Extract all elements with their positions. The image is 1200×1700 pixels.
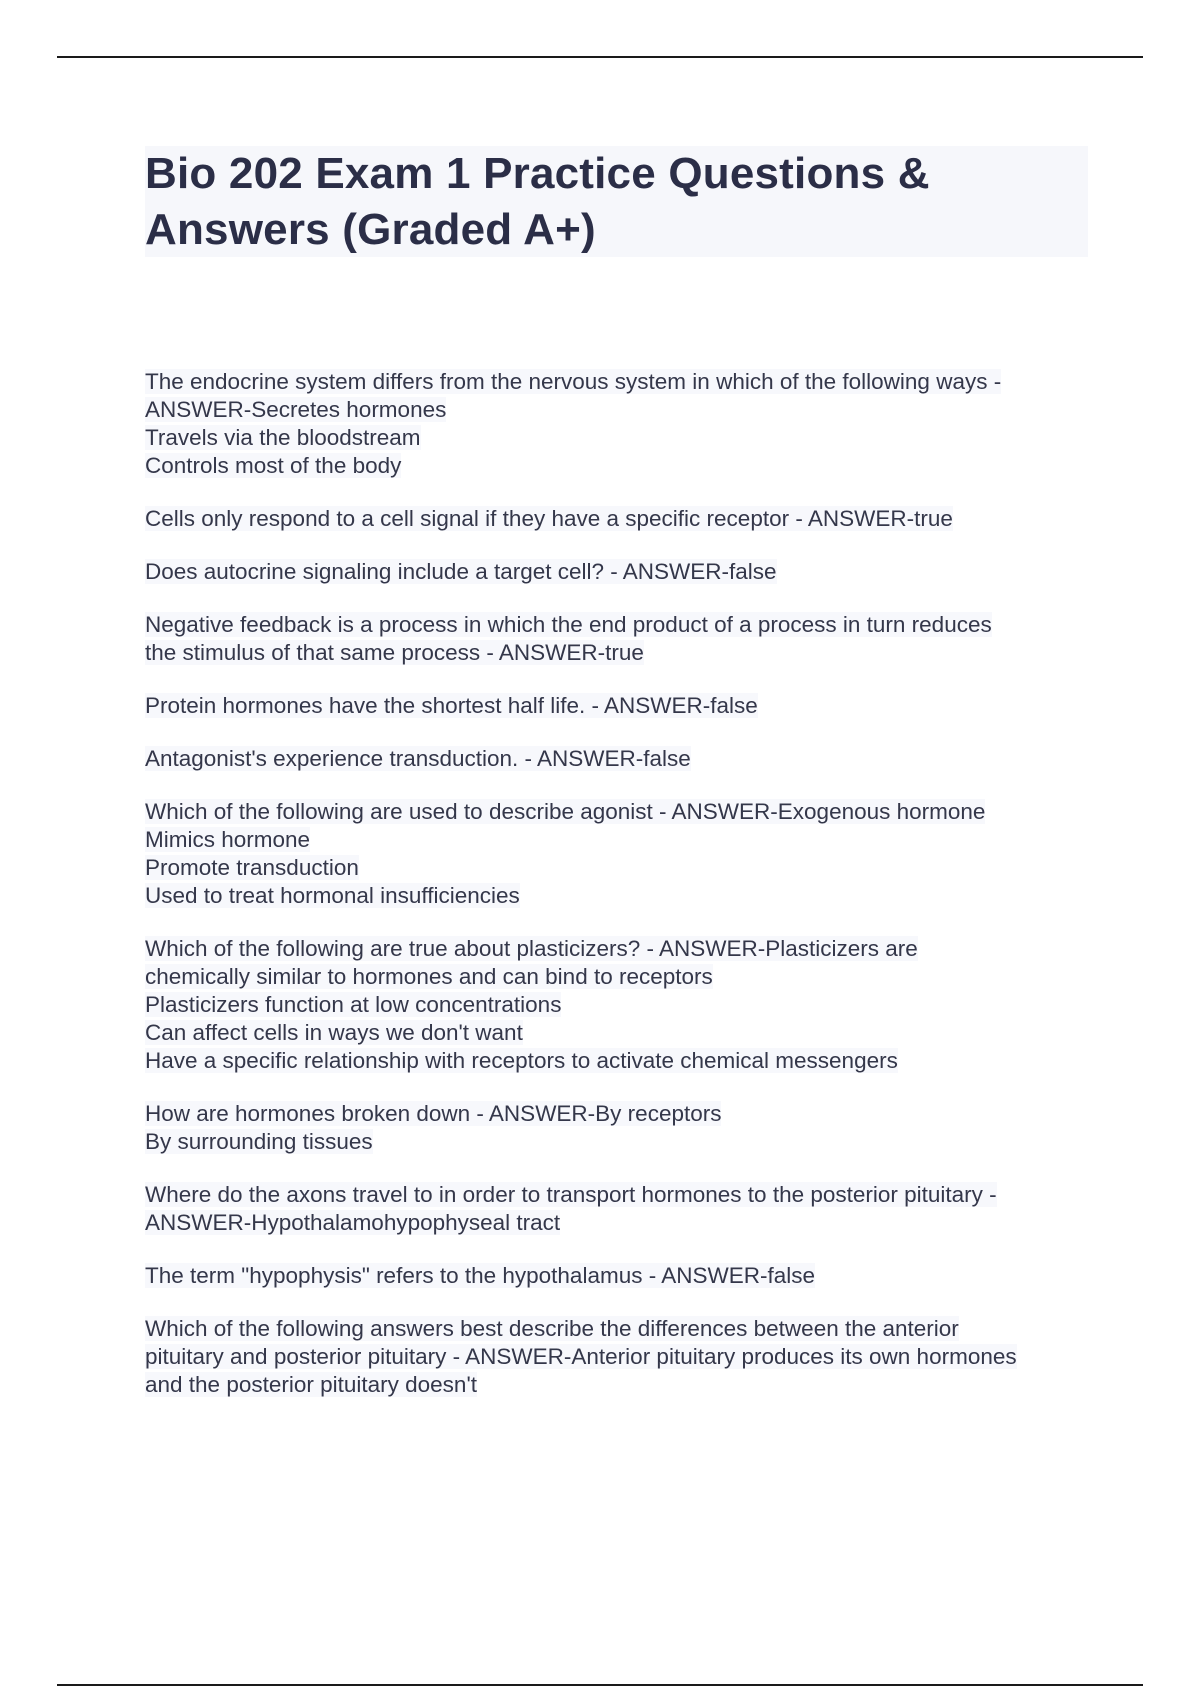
- qa-item: [145, 611, 1105, 667]
- title-line: Answers (Graded A+): [145, 205, 596, 254]
- qa-line-text: Which of the following are used to describe agonist - ANSWER-Exogenous hormone: [145, 799, 986, 824]
- qa-line-text: Plasticizers function at low concentrations: [145, 992, 562, 1017]
- qa-line: [145, 798, 1105, 826]
- qa-line: [145, 1128, 1105, 1156]
- qa-line: [145, 1371, 1105, 1399]
- qa-list: [145, 368, 1105, 1424]
- qa-line: [145, 692, 1105, 720]
- qa-line: [145, 424, 1105, 452]
- qa-line-text: Antagonist's experience transduction. - ANSWER-false: [145, 746, 691, 771]
- qa-item: [145, 368, 1105, 480]
- qa-line: [145, 1343, 1105, 1371]
- qa-line: [145, 1019, 1105, 1047]
- bottom-divider: [57, 1684, 1143, 1686]
- qa-line: [145, 1262, 1105, 1290]
- title-line: Bio 202 Exam 1 Practice Questions &: [145, 149, 930, 198]
- qa-line-text: Negative feedback is a process in which the end product of a process in turn reduces: [145, 612, 992, 637]
- top-divider: [57, 56, 1143, 58]
- qa-line-text: chemically similar to hormones and can bind to receptors: [145, 964, 713, 989]
- qa-line: [145, 368, 1105, 396]
- qa-line: [145, 963, 1105, 991]
- title-block: [145, 146, 1088, 257]
- qa-line: [145, 935, 1105, 963]
- qa-item: [145, 798, 1105, 910]
- qa-line-text: Promote transduction: [145, 855, 359, 880]
- qa-item: [145, 1100, 1105, 1156]
- qa-line: [145, 558, 1105, 586]
- qa-line: [145, 452, 1105, 480]
- qa-line: [145, 1315, 1105, 1343]
- qa-item: [145, 692, 1105, 720]
- qa-line: [145, 1181, 1105, 1209]
- qa-line-text: Controls most of the body: [145, 453, 402, 478]
- qa-line-text: the stimulus of that same process - ANSWER-true: [145, 640, 644, 665]
- qa-line-text: How are hormones broken down - ANSWER-By receptors: [145, 1101, 722, 1126]
- qa-item: [145, 1262, 1105, 1290]
- qa-item: [145, 505, 1105, 533]
- qa-line-text: Which of the following are true about plasticizers? - ANSWER-Plasticizers are: [145, 936, 918, 961]
- qa-line-text: Cells only respond to a cell signal if they have a specific receptor - ANSWER-true: [145, 506, 953, 531]
- qa-line-text: Have a specific relationship with receptors to activate chemical messengers: [145, 1048, 898, 1073]
- qa-line-text: Can affect cells in ways we don't want: [145, 1020, 523, 1045]
- qa-line-text: Which of the following answers best describe the differences between the anterior: [145, 1316, 959, 1341]
- qa-line-text: Does autocrine signaling include a target cell? - ANSWER-false: [145, 559, 777, 584]
- qa-line-text: Where do the axons travel to in order to transport hormones to the posterior pituitary -: [145, 1182, 997, 1207]
- qa-line: [145, 1100, 1105, 1128]
- qa-line-text: Mimics hormone: [145, 827, 311, 852]
- qa-line-text: ANSWER-Secretes hormones: [145, 397, 447, 422]
- qa-line: [145, 1047, 1105, 1075]
- qa-line-text: Protein hormones have the shortest half life. - ANSWER-false: [145, 693, 758, 718]
- qa-line-text: Used to treat hormonal insufficiencies: [145, 883, 520, 908]
- qa-line: [145, 1209, 1105, 1237]
- qa-line: [145, 991, 1105, 1019]
- qa-line-text: Travels via the bloodstream: [145, 425, 421, 450]
- qa-line-text: The endocrine system differs from the nervous system in which of the following ways -: [145, 369, 1002, 394]
- qa-item: [145, 558, 1105, 586]
- qa-line: [145, 611, 1105, 639]
- document-title: [145, 146, 1088, 258]
- qa-line: [145, 745, 1105, 773]
- qa-line: [145, 396, 1105, 424]
- qa-line-text: ANSWER-Hypothalamohypophyseal tract: [145, 1210, 561, 1235]
- qa-line-text: and the posterior pituitary doesn't: [145, 1372, 477, 1397]
- qa-line: [145, 826, 1105, 854]
- qa-line: [145, 854, 1105, 882]
- qa-item: [145, 1181, 1105, 1237]
- qa-item: [145, 1315, 1105, 1399]
- qa-line: [145, 882, 1105, 910]
- qa-item: [145, 935, 1105, 1075]
- qa-line-text: pituitary and posterior pituitary - ANSWER-Anterior pituitary produces its own hormones: [145, 1344, 1017, 1369]
- qa-line-text: The term "hypophysis" refers to the hypothalamus - ANSWER-false: [145, 1263, 815, 1288]
- qa-line: [145, 639, 1105, 667]
- qa-item: [145, 745, 1105, 773]
- qa-line: [145, 505, 1105, 533]
- qa-line-text: By surrounding tissues: [145, 1129, 373, 1154]
